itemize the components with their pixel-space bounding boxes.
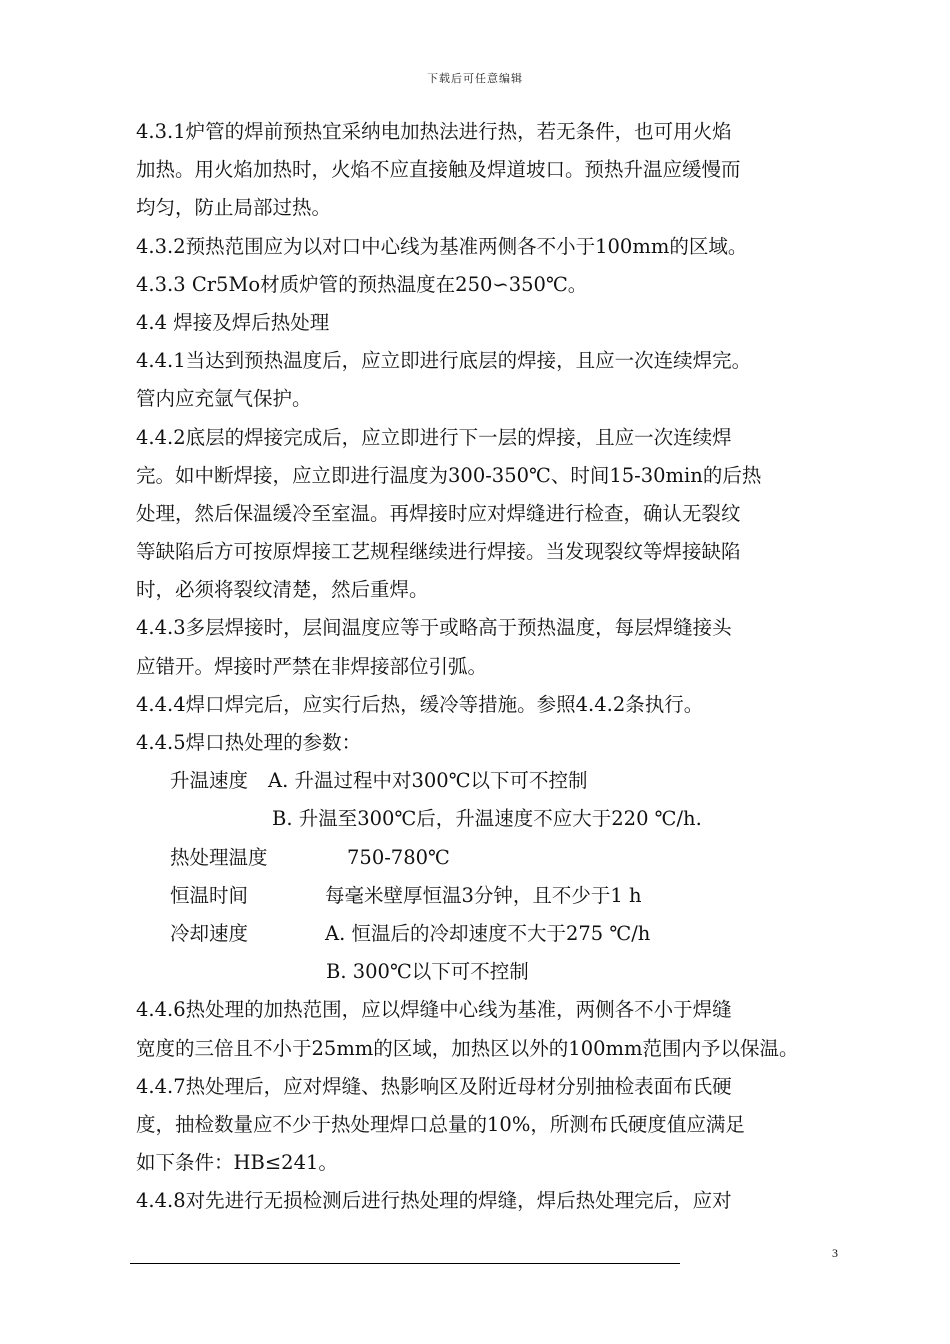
param-cool-b: B. 300℃以下可不控制 (326, 960, 529, 984)
text-line: 处理，然后保温缓冷至室温。再焊接时应对焊缝进行检查，确认无裂纹 (136, 501, 741, 525)
param-heating-rate-b: B. 升温至300℃后，升温速度不应大于220 ℃/h. (272, 807, 702, 831)
text-line: 4.4.6热处理的加热范围，应以焊缝中心线为基准，两侧各不小于焊缝 (136, 998, 732, 1022)
text-line: 如下条件：HB≤241。 (136, 1151, 338, 1175)
text-line: 4.3.3 Cr5Mo材质炉管的预热温度在250∽350℃。 (136, 272, 588, 296)
text-line: 度，抽检数量应不少于热处理焊口总量的10%，所测布氏硬度值应满足 (136, 1112, 745, 1136)
section-heading: 4.4 焊接及焊后热处理 (136, 310, 330, 334)
param-value: 每毫米壁厚恒温3分钟，且不少于1 h (325, 883, 642, 907)
text-line: 4.3.2预热范围应为以对口中心线为基准两侧各不小于100mm的区域。 (136, 234, 748, 258)
text-line: 4.4.3多层焊接时，层间温度应等于或略高于预热温度，每层焊缝接头 (136, 616, 732, 640)
param-label: 升温速度 (170, 769, 249, 793)
param-hold-row (136, 877, 848, 915)
text-line: 管内应充氩气保护。 (136, 387, 312, 411)
page-number: 3 (832, 1246, 838, 1260)
param-cool-row (136, 915, 848, 953)
param-value: A. 升温过程中对300℃以下可不控制 (268, 769, 588, 793)
param-label: 恒温时间 (170, 883, 249, 907)
text-line: 完。如中断焊接，应立即进行温度为300-350℃、时间15-30min的后热 (136, 463, 762, 487)
param-value: 750-780℃ (347, 845, 450, 869)
page-header: 下载后可任意编辑 (427, 72, 523, 85)
text-line: 加热。用火焰加热时，火焰不应直接触及焊道坡口。预热升温应缓慢而 (136, 158, 741, 182)
text-line: 4.4.1当达到预热温度后，应立即进行底层的焊接，且应一次连续焊完。 (136, 349, 752, 373)
text-line: 宽度的三倍且不小于25mm的区域，加热区以外的100mm范围内予以保温。 (136, 1036, 799, 1060)
text-line: 4.4.2底层的焊接完成后，应立即进行下一层的焊接，且应一次连续焊 (136, 425, 732, 449)
param-label: 冷却速度 (170, 921, 249, 945)
footer-rule (130, 1263, 680, 1264)
text-line: 4.4.5焊口热处理的参数： (136, 731, 362, 754)
param-heating-rate-row (136, 762, 848, 800)
param-value: A. 恒温后的冷却速度不大于275 ℃/h (325, 921, 651, 945)
text-line: 4.4.7热处理后，应对焊缝、热影响区及附近母材分别抽检表面布氏硬 (136, 1074, 732, 1098)
text-line: 等缺陷后方可按原焊接工艺规程继续进行焊接。当发现裂纹等焊接缺陷 (136, 540, 741, 564)
text-line: 4.3.1炉管的焊前预热宜采纳电加热法进行热，若无条件，也可用火焰 (136, 120, 732, 143)
param-temp-row (136, 839, 848, 877)
text-line: 4.4.8对先进行无损检测后进行热处理的焊缝，焊后热处理完后，应对 (136, 1189, 732, 1213)
text-line: 时，必须将裂纹清楚，然后重焊。 (136, 578, 429, 602)
text-line: 应错开。焊接时严禁在非焊接部位引弧。 (136, 654, 488, 678)
document-body (136, 113, 848, 1220)
text-line: 均匀，防止局部过热。 (136, 196, 332, 220)
param-label: 热处理温度 (170, 845, 268, 869)
text-line: 4.4.4焊口焊完后，应实行后热，缓冷等措施。参照4.4.2条执行。 (136, 692, 704, 716)
